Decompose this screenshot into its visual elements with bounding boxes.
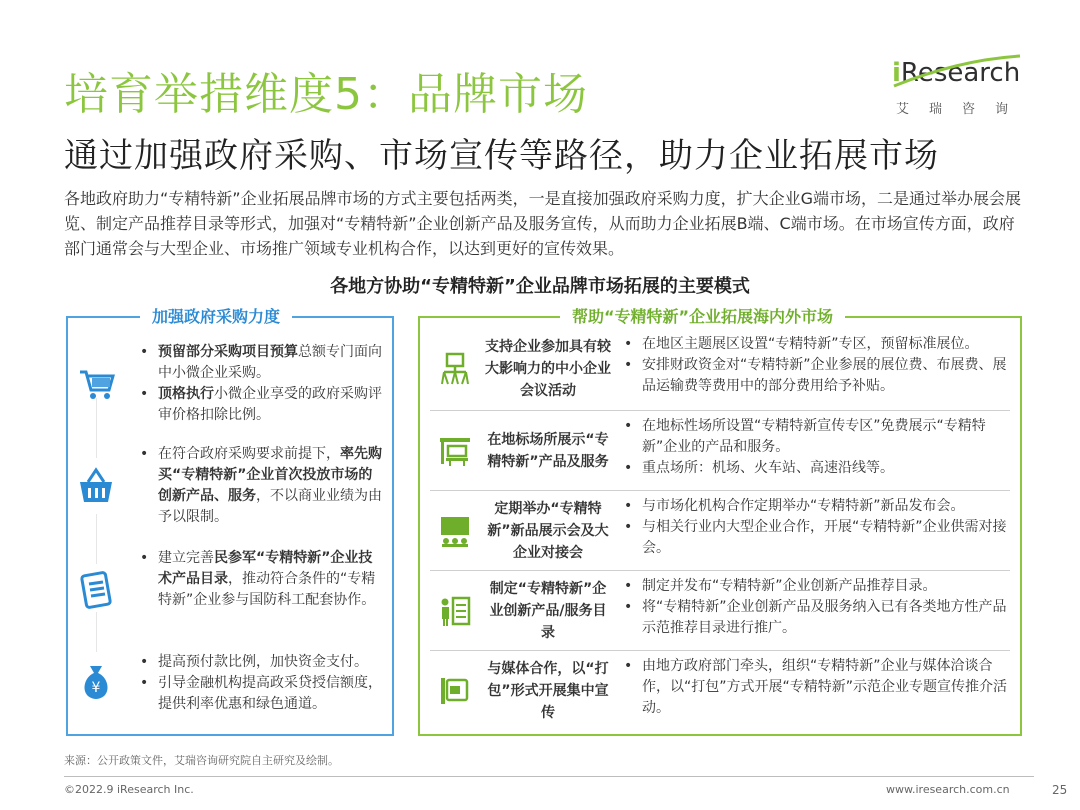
svg-text:¥: ¥ (91, 680, 101, 696)
left-bullets-1 (134, 342, 384, 426)
source-note: 来源：公开政策文件，艾瑞咨询研究院自主研究及绘制。 (64, 754, 339, 767)
document-list-icon (76, 570, 116, 610)
page-title: 培育举措维度5：品牌市场 (64, 69, 588, 120)
row-bullets (620, 656, 1012, 719)
logo-swoosh-icon (888, 52, 1028, 92)
logo-i: i (892, 58, 901, 88)
row-divider (430, 490, 1010, 491)
website-link[interactable]: www.iresearch.com.cn (886, 783, 1010, 796)
logo-chinese: 艾瑞咨询 (896, 102, 1029, 117)
list-item: • 与相关行业内大型企业合作，开展“专精特新”企业供需对接会。 (620, 517, 1012, 559)
right-row-2 (420, 412, 1020, 490)
list-item: • 重点场所：机场、火车站、高速沿线等。 (620, 458, 1012, 479)
row-label: 定期举办“专精特新”新品展示会及大企业对接会 (487, 501, 609, 561)
right-row-1 (420, 330, 1020, 408)
iresearch-logo (892, 58, 1032, 128)
row-bullets (620, 576, 1012, 639)
intro-paragraph: 各地政府助力“专精特新”企业拓展品牌市场的方式主要包括两类，一是直接加强政府采购力度，扩大企业G端市场，二是通过举办展会展览、制定产品推荐目录等形式，加强对“专精特新”企业创新产品及服务宣传，从而助力企业拓展B端、C端市场。在市场宣传方面，政府部门通常会与大型企业、市场推广领域专业机构合作，以达到更好的宣传效果。 (64, 189, 1021, 258)
left-bullets-4 (134, 652, 384, 715)
list-item: • 引导金融机构提高政采贷授信额度，提供利率优惠和绿色通道。 (134, 673, 384, 715)
row-label: 支持企业参加具有较大影响力的中小企业会议活动 (485, 339, 611, 399)
list-item: • 与市场化机构合作定期举办“专精特新”新品发布会。 (620, 496, 1012, 517)
copyright: ©2022.9 iResearch Inc. (64, 783, 194, 796)
left-panel-title: 加强政府采购力度 (140, 306, 292, 328)
list-item: • 在地标性场所设置“专精特新宣传专区”免费展示“专精特新”企业的产品和服务。 (620, 416, 1012, 458)
list-item: • 在地区主题展区设置“专精特新”专区，预留标准展位。 (620, 334, 1012, 355)
bus-stop-icon (438, 434, 472, 468)
list-item: • 由地方政府部门牵头，组织“专精特新”企业与媒体洽谈合作，以“打包”方式开展“专精特新”示范企业专题宣传推介活动。 (620, 656, 1012, 719)
row-divider (430, 410, 1010, 411)
right-panel-title: 帮助“专精特新”企业拓展海内外市场 (560, 306, 845, 328)
right-row-4 (420, 572, 1020, 650)
left-group-3 (68, 548, 392, 644)
list-item: • 建立完善民参军“专精特新”企业技术产品目录，推动符合条件的“专精特新”企业参与国防科工配套协作。 (134, 548, 384, 611)
page-number: 25 (1052, 783, 1068, 797)
logo-word: Research (900, 58, 1021, 88)
presenter-board-icon (438, 594, 472, 628)
shopping-cart-icon (76, 364, 116, 404)
left-bullets-3 (134, 548, 384, 611)
list-item: • 顶格执行小微企业享受的政府采购评审价格扣除比例。 (134, 384, 384, 426)
left-group-1 (68, 342, 392, 442)
left-panel (66, 307, 394, 736)
right-panel (418, 307, 1022, 736)
left-bullets-2 (134, 444, 384, 528)
row-bullets (620, 496, 1012, 559)
list-item: • 在符合政府采购要求前提下，率先购买“专精特新”企业首次投放市场的创新产品、服务，不以商业业绩为由予以限制。 (134, 444, 384, 528)
row-bullets (620, 416, 1012, 479)
row-divider (430, 570, 1010, 571)
section-title: 各地方协助“专精特新”企业品牌市场拓展的主要模式 (330, 276, 750, 297)
row-bullets (620, 334, 1012, 397)
conference-screen-icon (438, 514, 472, 548)
footer-divider (64, 776, 1034, 777)
left-group-2 (68, 444, 392, 544)
row-label: 在地标场所展示“专精特新”产品及服务 (487, 432, 609, 470)
right-row-5 (420, 652, 1020, 730)
list-item: • 安排财政资金对“专精特新”企业参展的展位费、布展费、展品运输费等费用中的部分费用给予补贴。 (620, 355, 1012, 397)
exhibition-stand-icon (438, 352, 472, 386)
media-screen-icon (438, 674, 472, 708)
row-divider (430, 650, 1010, 651)
left-group-4 (68, 652, 392, 722)
right-row-3 (420, 492, 1020, 570)
page-subtitle: 通过加强政府采购、市场宣传等路径，助力企业拓展市场 (64, 136, 939, 176)
list-item: • 预留部分采购项目预算总额专门面向中小微企业采购。 (134, 342, 384, 384)
list-item: • 提高预付款比例，加快资金支付。 (134, 652, 384, 673)
row-label: 与媒体合作，以“打包”形式开展集中宣传 (487, 661, 609, 721)
list-item: • 制定并发布“专精特新”企业创新产品推荐目录。 (620, 576, 1012, 597)
shopping-basket-icon (76, 466, 116, 506)
list-item: • 将“专精特新”企业创新产品及服务纳入已有各类地方性产品示范推荐目录进行推广。 (620, 597, 1012, 639)
money-bag-icon (76, 662, 116, 702)
row-label: 制定“专精特新”企业创新产品/服务目录 (489, 581, 607, 641)
